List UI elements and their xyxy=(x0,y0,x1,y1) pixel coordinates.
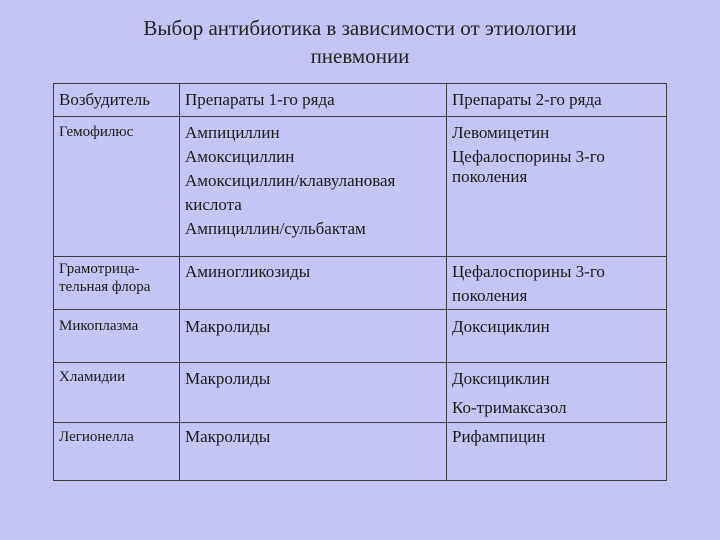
cell-line: Гемофилюс xyxy=(59,124,134,140)
first-line-cell xyxy=(180,117,447,257)
cell-line: Грамотрица- xyxy=(59,261,140,277)
second-line-cell xyxy=(447,257,667,310)
pathogen-cell xyxy=(54,117,180,257)
table-row xyxy=(54,423,667,481)
slide-title-line: пневмонии xyxy=(310,44,410,68)
cell-line: Аминогликозиды xyxy=(185,262,311,281)
cell-line: тельная флора xyxy=(59,279,151,295)
first-line-cell xyxy=(180,423,447,481)
cell-line: кислота xyxy=(185,195,242,214)
second-line-cell xyxy=(447,117,667,257)
cell-line: Амоксициллин xyxy=(185,147,295,166)
cell-line: Ампициллин/сульбактам xyxy=(185,219,366,238)
header-label: Возбудитель xyxy=(59,90,150,109)
header-second-line xyxy=(447,84,667,117)
cell-line: Макролиды xyxy=(185,369,271,388)
first-line-cell xyxy=(180,257,447,310)
pathogen-cell xyxy=(54,257,180,310)
slide-title xyxy=(0,14,720,70)
cell-line: Хламидии xyxy=(59,369,126,385)
table-row xyxy=(54,310,667,363)
cell-line: Амоксициллин/клавулановая xyxy=(185,171,396,190)
header-label: Препараты 2-го ряда xyxy=(452,90,602,109)
cell-line: Рифампицин xyxy=(452,427,546,446)
cell-line: Доксициклин xyxy=(452,317,550,336)
second-line-cell xyxy=(447,363,667,423)
table-header-row xyxy=(54,84,667,117)
cell-line: поколения xyxy=(452,286,528,305)
second-line-cell xyxy=(447,423,667,481)
cell-line: Ампициллин xyxy=(185,123,280,142)
cell-line: Легионелла xyxy=(59,429,134,445)
cell-line: Доксициклин xyxy=(452,369,550,388)
cell-line: Ко-тримаксазол xyxy=(452,398,567,417)
pathogen-cell xyxy=(54,310,180,363)
header-first-line xyxy=(180,84,447,117)
cell-line: Макролиды xyxy=(185,317,271,336)
cell-line: Левомицетин xyxy=(452,123,550,142)
second-line-cell xyxy=(447,310,667,363)
table-row xyxy=(54,363,667,423)
slide-title-line: Выбор антибиотика в зависимости от этиологии xyxy=(143,16,577,40)
header-pathogen xyxy=(54,84,180,117)
first-line-cell xyxy=(180,310,447,363)
antibiotic-table xyxy=(53,83,667,481)
cell-line: Цефалоспорины 3-го xyxy=(452,262,605,281)
cell-line: Микоплазма xyxy=(59,318,139,334)
pathogen-cell xyxy=(54,423,180,481)
table-row xyxy=(54,257,667,310)
header-label: Препараты 1-го ряда xyxy=(185,90,335,109)
cell-line: Цефалоспорины 3-го xyxy=(452,147,605,166)
cell-line: Макролиды xyxy=(185,427,271,446)
pathogen-cell xyxy=(54,363,180,423)
first-line-cell xyxy=(180,363,447,423)
cell-line: поколения xyxy=(452,167,528,186)
table-row xyxy=(54,117,667,257)
